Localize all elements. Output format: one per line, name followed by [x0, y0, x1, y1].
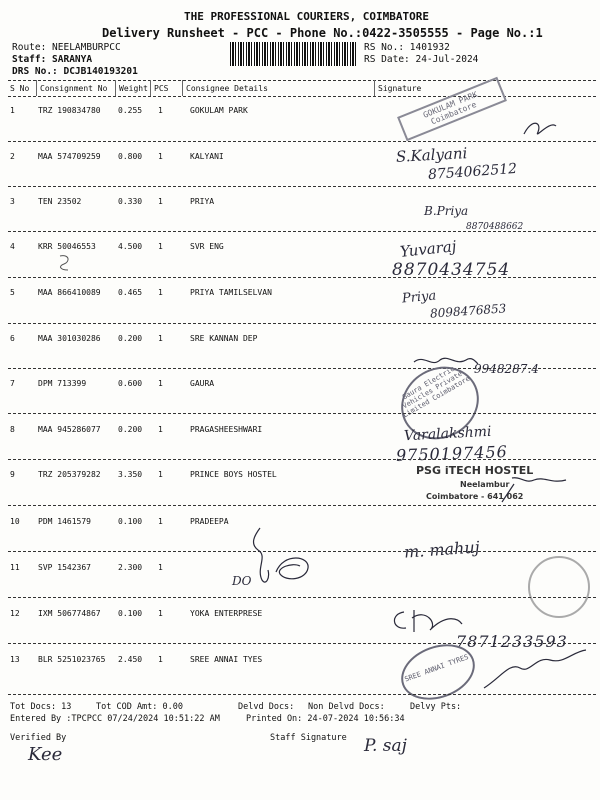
row-rule	[8, 413, 596, 414]
phone-row-6: 9948287.4	[474, 362, 539, 376]
col-pcs-header: PCS	[154, 84, 169, 93]
row-sno: 11	[10, 563, 20, 572]
row-weight: 0.330	[118, 197, 143, 206]
verified-by-label: Verified By	[10, 733, 67, 743]
row-consignee: SRE KANNAN DEP	[190, 334, 258, 343]
row-pcs: 1	[158, 609, 163, 618]
staff-signature-label: Staff Signature	[270, 733, 347, 743]
faded-stamp	[528, 556, 590, 618]
annai-tyres-stamp: SREE ANNAI TYRES	[393, 635, 482, 710]
signature-row-1	[520, 116, 560, 140]
phone-row-8: 9750197456	[395, 442, 509, 465]
psg-stamp-line2: Neelambur	[460, 480, 510, 489]
row-consignee: PRAGASHEESHWARI	[190, 425, 263, 434]
row-pcs: 1	[158, 106, 163, 115]
col-divider	[182, 80, 183, 96]
total-docs: Tot Docs: 13	[10, 702, 72, 712]
col-sno-header: S No	[10, 84, 30, 93]
phone-row-12: 7871233593	[456, 632, 568, 651]
row-weight: 0.200	[118, 334, 143, 343]
row-consignment: DPM 713399	[38, 379, 87, 388]
row-weight: 0.100	[118, 517, 143, 526]
phone-row-5: 8098476853	[429, 301, 507, 321]
row-sno: 8	[10, 425, 15, 434]
row-consignee: KALYANI	[190, 152, 224, 161]
row-consignment: MAA 945286077	[38, 425, 101, 434]
col-weight-header: Weight	[119, 84, 148, 93]
handwritten-do: DO	[232, 574, 252, 588]
row-pcs: 1	[158, 152, 163, 161]
col-divider	[374, 80, 375, 96]
row-consignee: GOKULAM PARK	[190, 106, 248, 115]
delivery-points: Delvy Pts:	[410, 702, 462, 712]
row-consignment: KRR 50046553	[38, 242, 96, 251]
row-sno: 12	[10, 609, 20, 618]
company-title: THE PROFESSIONAL COURIERS, COIMBATORE	[184, 10, 430, 23]
row-consignee: PRIYA	[190, 197, 215, 206]
pen-mark	[56, 252, 76, 272]
col-signature-header: Signature	[378, 84, 422, 93]
signature-row-8: Varalakshmi	[403, 423, 492, 445]
row-consignee: PRIYA TAMILSELVAN	[190, 288, 272, 297]
signature-row-10: m. mahuj	[403, 537, 481, 562]
row-rule	[8, 368, 596, 369]
drs-number: DRS No.: DCJB140193201	[12, 66, 138, 77]
row-rule	[8, 141, 596, 142]
row-weight: 2.300	[118, 563, 143, 572]
signature-row-2: S.Kalyani	[395, 144, 468, 166]
table-bottom-rule	[8, 694, 596, 695]
signature-row-12	[386, 604, 466, 638]
row-sno: 3	[10, 197, 15, 206]
row-pcs: 1	[158, 379, 163, 388]
gaura-stamp: Gaura Electric Vehicles Private Limited Coimbatore	[388, 353, 492, 454]
row-weight: 0.465	[118, 288, 143, 297]
row-sno: 10	[10, 517, 20, 526]
row-sno: 1	[10, 106, 15, 115]
row-pcs: 1	[158, 288, 163, 297]
row-pcs: 1	[158, 425, 163, 434]
row-sno: 5	[10, 288, 15, 297]
row-pcs: 1	[158, 517, 163, 526]
row-rule	[8, 597, 596, 598]
col-divider	[115, 80, 116, 96]
table-top-rule	[8, 80, 596, 81]
row-consignment: MAA 574709259	[38, 152, 101, 161]
col-consignee-header: Consignee Details	[186, 84, 268, 93]
col-divider	[150, 80, 151, 96]
signature-row-11	[240, 522, 340, 588]
row-consignment: TRZ 190834780	[38, 106, 101, 115]
row-consignment: IXM 506774867	[38, 609, 101, 618]
row-sno: 2	[10, 152, 15, 161]
runsheet-subtitle: Delivery Runsheet - PCC - Phone No.:0422-3505555 - Page No.:1	[102, 26, 543, 40]
row-consignment: TEN 23502	[38, 197, 82, 206]
row-consignee: SREE ANNAI TYES	[190, 655, 263, 664]
col-divider	[36, 80, 37, 96]
route-label: Route: NEELAMBURPCC	[12, 42, 121, 53]
barcode	[230, 42, 356, 66]
row-pcs: 1	[158, 655, 163, 664]
row-pcs: 1	[158, 242, 163, 251]
row-weight: 2.450	[118, 655, 143, 664]
row-weight: 0.200	[118, 425, 143, 434]
row-rule	[8, 643, 596, 644]
signature-row-13	[480, 648, 590, 692]
row-rule	[8, 186, 596, 187]
row-pcs: 1	[158, 334, 163, 343]
row-consignment: BLR 5251023765	[38, 655, 106, 664]
entered-by: Entered By :TPCPCC 07/24/2024 10:51:22 AM	[10, 714, 220, 724]
signature-row-5: Priya	[401, 288, 437, 307]
row-consignment: MAA 866410089	[38, 288, 101, 297]
row-pcs: 1	[158, 197, 163, 206]
phone-row-2: 8754062512	[427, 160, 518, 184]
row-weight: 0.800	[118, 152, 143, 161]
row-consignment: TRZ 205379282	[38, 470, 101, 479]
delivered-docs: Delvd Docs:	[238, 702, 295, 712]
row-weight: 0.100	[118, 609, 143, 618]
rs-number: RS No.: 1401932	[364, 42, 450, 53]
row-consignment: SVP 1542367	[38, 563, 91, 572]
staff-signature: P. saj	[364, 736, 407, 756]
staff-label: Staff: SARANYA	[12, 54, 93, 65]
header-rule	[8, 96, 596, 97]
row-weight: 3.350	[118, 470, 143, 479]
row-rule	[8, 231, 596, 232]
signature-row-9	[500, 474, 570, 504]
row-rule	[8, 323, 596, 324]
gokulam-stamp: GOKULAM PARK Coimbatore	[397, 77, 507, 142]
row-sno: 9	[10, 470, 15, 479]
psg-stamp-line3: Coimbatore - 641 062	[426, 492, 524, 501]
row-sno: 6	[10, 334, 15, 343]
row-weight: 0.255	[118, 106, 143, 115]
row-consignee: PRINCE BOYS HOSTEL	[190, 470, 277, 479]
row-weight: 0.600	[118, 379, 143, 388]
non-delivered-docs: Non Delvd Docs:	[308, 702, 385, 712]
row-weight: 4.500	[118, 242, 143, 251]
row-consignee: GAURA	[190, 379, 215, 388]
phone-row-4: 8870434754	[392, 260, 511, 280]
psg-stamp-line1: PSG iTECH HOSTEL	[416, 464, 534, 477]
total-cod-amount: Tot COD Amt: 0.00	[96, 702, 183, 712]
row-sno: 4	[10, 242, 15, 251]
row-rule	[8, 459, 596, 460]
row-sno: 7	[10, 379, 15, 388]
row-consignment: PDM 1461579	[38, 517, 91, 526]
signature-row-3: B.Priya	[424, 204, 469, 218]
col-consignment-header: Consignment No	[40, 84, 108, 93]
row-consignment: MAA 301030286	[38, 334, 101, 343]
printed-on: Printed On: 24-07-2024 10:56:34	[246, 714, 405, 724]
rs-date: RS Date: 24-Jul-2024	[364, 54, 479, 65]
row-pcs: 1	[158, 470, 163, 479]
phone-row-3: 8870488662	[466, 222, 524, 232]
row-rule	[8, 277, 596, 278]
row-sno: 13	[10, 655, 20, 664]
row-consignee: SVR ENG	[190, 242, 224, 251]
row-rule	[8, 505, 596, 506]
signature-row-4: Yuvaraj	[399, 237, 458, 261]
row-pcs: 1	[158, 563, 163, 572]
row-consignee: PRADEEPA	[190, 517, 229, 526]
row-consignee: YOKA ENTERPRESE	[190, 609, 263, 618]
verified-by-signature: Kee	[28, 744, 63, 765]
